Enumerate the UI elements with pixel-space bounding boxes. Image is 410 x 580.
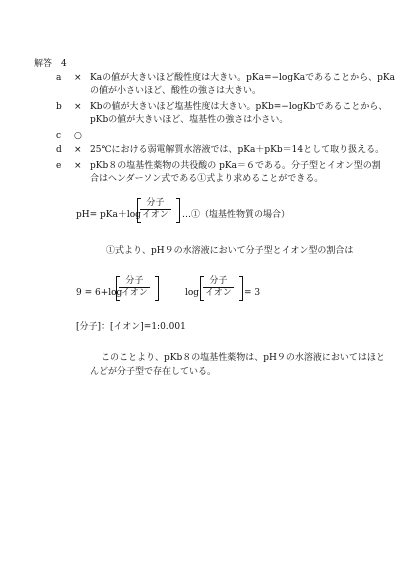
eq2-lhs: 9 = 6+log [76,288,123,298]
item-c-mark: ○ [74,131,82,141]
eq3-lhs: log [185,288,200,298]
item-e-letter: e [56,161,62,171]
eq3-denominator: イオン [205,288,232,298]
item-e-mark: × [74,161,82,171]
item-c-letter: c [56,131,62,141]
eq2-fraction [119,276,150,299]
item-a-line1: Kaの値が大きいほど酸性度は大きい。pKa=−logKaであることから、pKa [90,73,396,83]
item-d-letter: d [56,145,62,155]
eq1-lhs: pH= pKa＋log [76,210,141,220]
eq1-bracket-right [176,198,180,223]
conclusion-line-1: このことより、pKb８の塩基性薬物は、pH９の水溶液においてはほと [101,353,385,363]
conclusion-line-2: んどが分子型で存在している。 [90,367,217,377]
item-a-letter: a [56,73,62,83]
eq3-rhs: = 3 [244,288,261,298]
eq3-numerator: 分子 [209,276,228,286]
eq2-denominator: イオン [121,288,148,298]
eq2-numerator: 分子 [125,276,144,286]
eq3-fraction [203,276,234,299]
eq2-bracket-left [116,276,120,301]
item-d-mark: × [74,145,82,155]
item-b-letter: b [56,102,62,112]
eq2-bracket-right [155,276,159,301]
item-a-line2: の値が小さいほど、酸性の強さは大きい。 [90,86,262,96]
eq3-bracket-left [200,276,204,301]
eq1-bracket-left [137,198,141,223]
item-e-line2: 合はヘンダーソン式である①式より求めることができる。 [90,174,324,184]
eq1-tail: …①（塩基性物質の場合） [182,210,291,220]
ratio-line: [分子]：[イオン]=1:0.001 [76,322,186,332]
eq1-denominator: イオン [142,210,169,220]
answer-heading: 解答 4 [34,59,67,69]
item-a-mark: × [74,73,82,83]
item-e-line1: pKb８の塩基性薬物の共役酸の pKa＝６である。分子型とイオン型の割 [90,161,381,171]
item-d-line1: 25℃における弱電解質水溶液では、pKa＋pKb＝14として取り扱える。 [90,145,385,155]
eq1-numerator: 分子 [146,198,165,208]
sentence-1: ①式より、pH９の水溶液において分子型とイオン型の割合は [106,246,354,256]
eq3-bracket-right [239,276,243,301]
item-b-line2: pKbの値が大きいほど、塩基性の強さは小さい。 [90,115,289,125]
item-b-mark: × [74,102,82,112]
eq1-fraction [140,198,171,221]
item-b-line1: Kbの値が大きいほど塩基性度は大きい。pKb=−logKbであることから、 [90,102,388,112]
